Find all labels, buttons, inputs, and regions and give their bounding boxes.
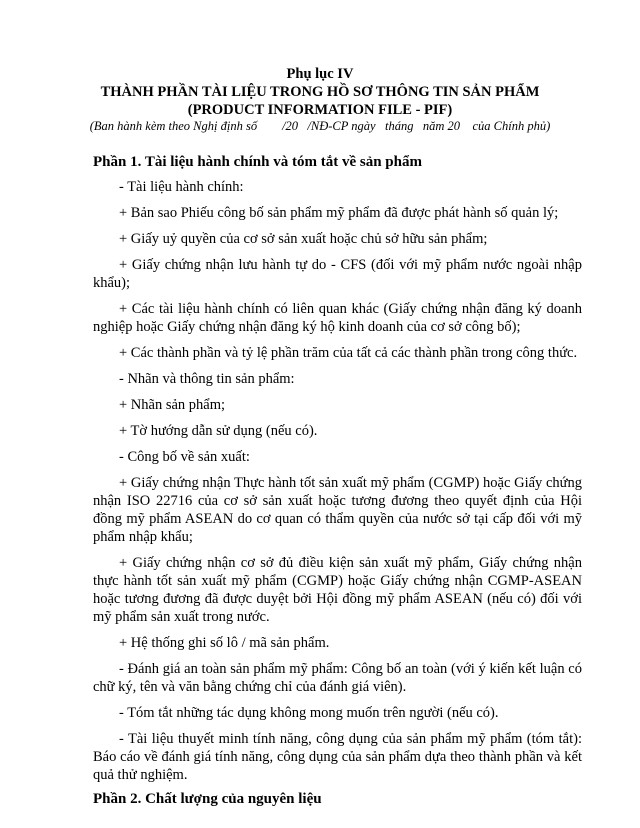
list-item: + Giấy uỷ quyền của cơ sở sản xuất hoặc chủ sở hữu sản phẩm;	[119, 231, 488, 247]
list-item: - Tóm tắt những tác dụng không mong muốn trên người (nếu có).	[119, 705, 499, 721]
list-item: + Các thành phần và tỷ lệ phần trăm của tất cả các thành phần trong công thức.	[119, 345, 578, 361]
list-item: - Nhãn và thông tin sản phẩm:	[119, 371, 295, 387]
part1-heading: Phần 1. Tài liệu hành chính và tóm tắt về sản phẩm	[93, 154, 422, 170]
list-item: + Các tài liệu hành chính có liên quan khác (Giấy chứng nhận đăng ký doanh nghiệp hoặc Giấy chứng nhận đăng ký hộ kinh doanh của cơ sở công bố);	[93, 301, 582, 335]
part2-heading: Phần 2. Chất lượng của nguyên liệu	[93, 791, 322, 807]
list-item: + Giấy chứng nhận Thực hành tốt sản xuất mỹ phẩm (CGMP) hoặc Giấy chứng nhận ISO 22716 của cơ sở sản xuất hoặc tương đương theo quyết định của Hội đồng mỹ phẩm ASEAN do cơ quan có thẩm quyền của nước sở tại cấp đối với mỹ phẩm nhập khẩu;	[93, 475, 582, 545]
list-item: + Giấy chứng nhận cơ sở đủ điều kiện sản xuất mỹ phẩm, Giấy chứng nhận thực hành tốt sản xuất mỹ phẩm (CGMP) hoặc Giấy chứng nhận CGMP-ASEAN hoặc tương đương đã được duyệt bởi Hội đồng mỹ phẩm ASEAN (nếu có) đối với mỹ phẩm sản xuất trong nước.	[93, 555, 582, 625]
list-item: - Tài liệu hành chính:	[119, 179, 244, 195]
list-item: + Nhãn sản phẩm;	[119, 397, 226, 413]
decree-note: (Ban hành kèm theo Nghị định số /20 /NĐ-CP ngày tháng năm 20 của Chính phủ)	[89, 119, 551, 133]
list-item: + Hệ thống ghi số lô / mã sản phẩm.	[119, 635, 330, 651]
list-item: + Bản sao Phiếu công bố sản phẩm mỹ phẩm đã được phát hành số quản lý;	[119, 205, 559, 221]
list-item: + Tờ hướng dẫn sử dụng (nếu có).	[119, 423, 318, 439]
list-item: - Công bố về sản xuất:	[119, 449, 250, 465]
document-subtitle: (PRODUCT INFORMATION FILE - PIF)	[187, 102, 453, 118]
document-title: THÀNH PHẦN TÀI LIỆU TRONG HỒ SƠ THÔNG TIN SẢN PHẨM	[100, 84, 540, 100]
list-item: + Giấy chứng nhận lưu hành tự do - CFS (đối với mỹ phẩm nước ngoài nhập khẩu);	[93, 257, 582, 291]
list-item: - Tài liệu thuyết minh tính năng, công dụng của sản phẩm mỹ phẩm (tóm tắt): Báo cáo về đánh giá tính năng, công dụng của sản phẩm dựa theo thành phần và kết quả thử nghiệm.	[93, 731, 582, 783]
list-item: - Đánh giá an toàn sản phẩm mỹ phẩm: Công bố an toàn (với ý kiến kết luận có chữ ký, tên và văn bằng chứng chỉ của đánh giá viên).	[93, 661, 582, 695]
appendix-label: Phụ lục IV	[286, 66, 354, 82]
